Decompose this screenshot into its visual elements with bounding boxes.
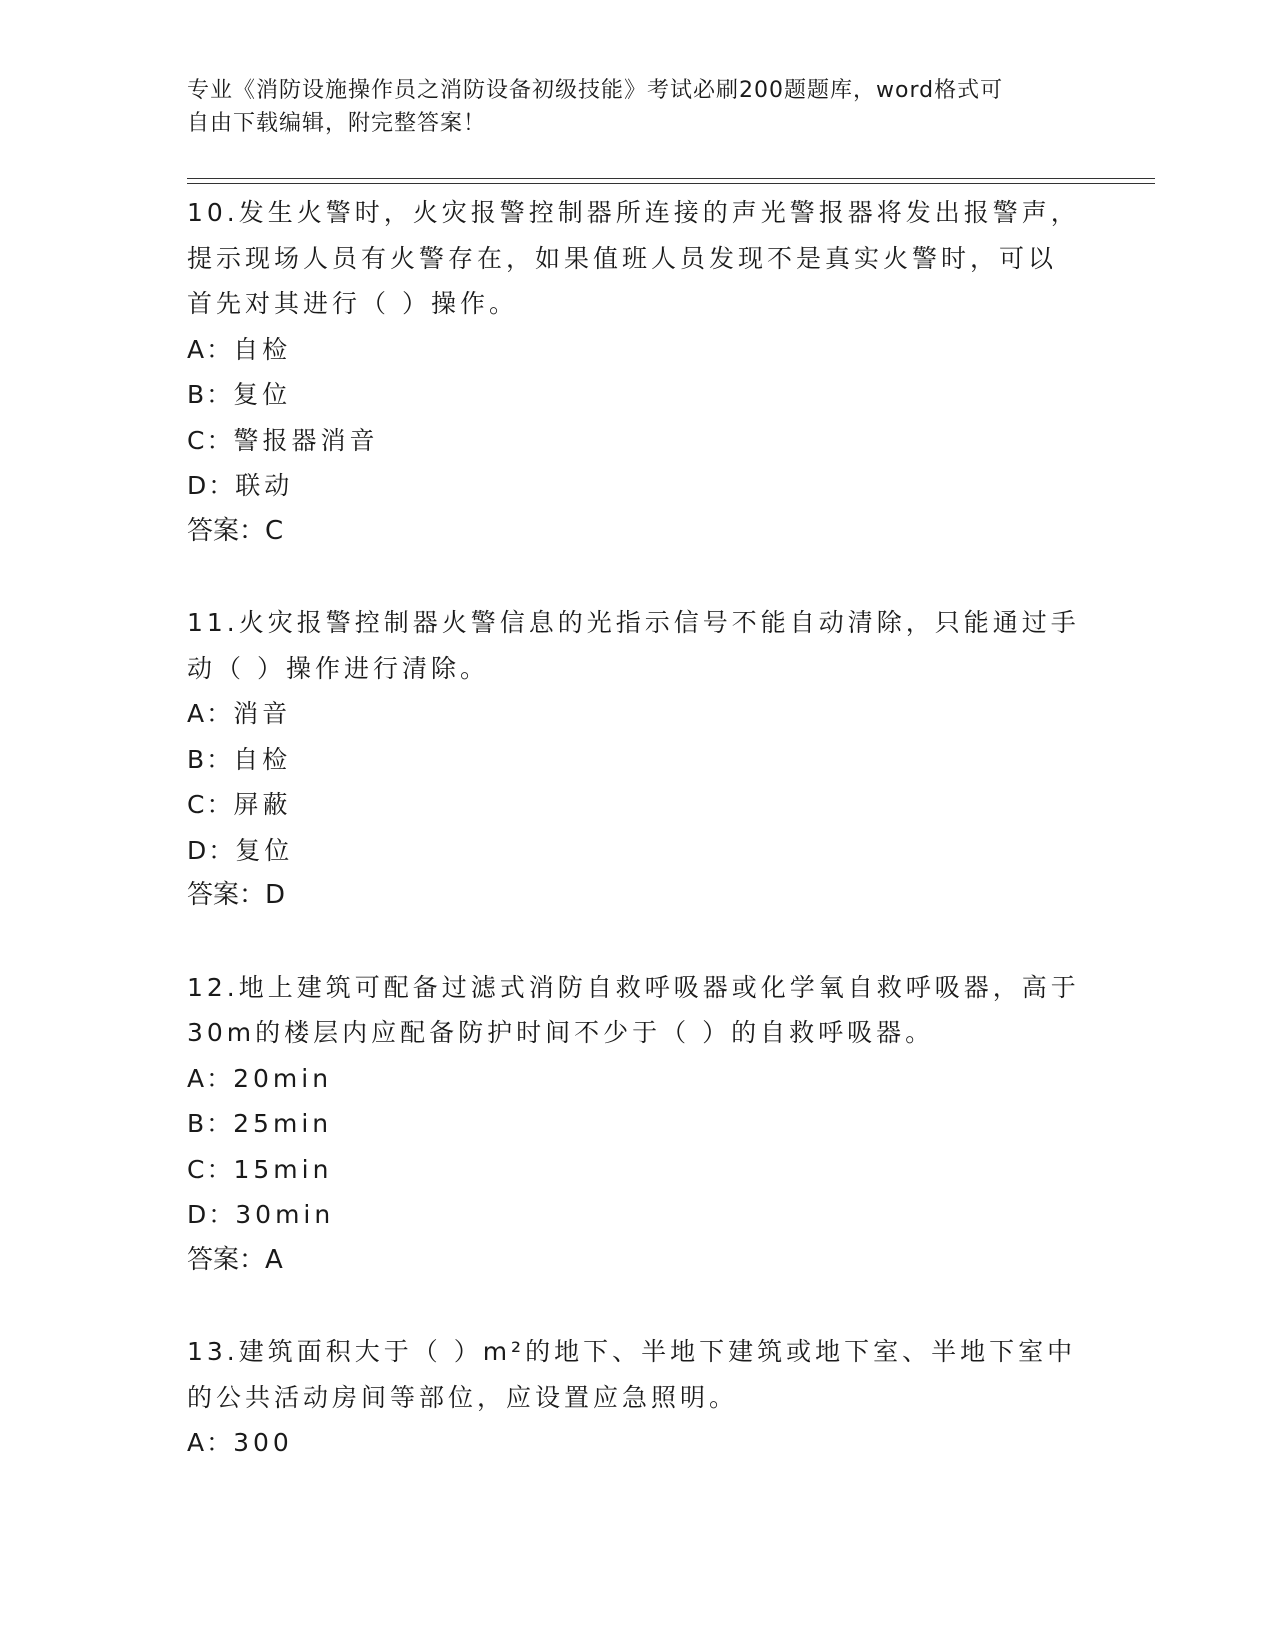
- option-key: D：: [187, 835, 236, 865]
- question-13: [187, 1329, 1087, 1466]
- option-d: [187, 828, 1087, 874]
- question-12: [187, 965, 1087, 1284]
- option-key: C：: [187, 1154, 234, 1184]
- option-text: 300: [233, 1428, 293, 1457]
- option-text: 消音: [233, 699, 292, 728]
- question-text-line: 30m的楼层内应配备防护时间不少于（ ）的自救呼吸器。: [187, 1018, 935, 1047]
- question-text-line: 10.发生火警时，火灾报警控制器所连接的声光警报器将发出报警声，: [187, 198, 1080, 227]
- option-key: A：: [187, 1428, 234, 1457]
- option-a: [187, 691, 1087, 737]
- option-text: 警报器消音: [233, 425, 379, 455]
- option-b: [187, 737, 1087, 783]
- option-text: 20min: [233, 1063, 333, 1093]
- option-key: B：: [187, 744, 234, 774]
- option-key: B：: [187, 1109, 234, 1138]
- option-key: A：: [187, 334, 234, 364]
- option-text: 复位: [233, 380, 292, 409]
- header-divider-bottom: [187, 183, 1155, 184]
- question-text-line: 首先对其进行（ ）操作。: [187, 289, 518, 318]
- spacer: [187, 1283, 1087, 1329]
- option-text: 联动: [235, 471, 294, 500]
- option-d: [187, 1192, 1087, 1238]
- answer-label: 答案：C: [187, 515, 284, 546]
- header-divider-top: [187, 178, 1155, 179]
- question-10: [187, 190, 1087, 554]
- option-b: [187, 372, 1087, 418]
- answer-label: 答案：D: [187, 880, 286, 910]
- option-b: [187, 1101, 1087, 1147]
- document-header: [187, 74, 1087, 140]
- option-key: C：: [187, 425, 234, 455]
- option-d: [187, 463, 1087, 509]
- question-text-line: 动（ ）操作进行清除。: [187, 653, 489, 683]
- option-key: D：: [187, 471, 236, 500]
- question-text-line: 11.火灾报警控制器火警信息的光指示信号不能自动清除，只能通过手: [187, 608, 1080, 637]
- question-text-line: 的公共活动房间等部位，应设置应急照明。: [187, 1382, 739, 1412]
- option-text: 屏蔽: [233, 790, 292, 819]
- question-11: [187, 600, 1087, 919]
- option-text: 30min: [235, 1200, 335, 1229]
- question-list: [187, 190, 1087, 1466]
- option-c: [187, 782, 1087, 828]
- header-line-2: 自由下载编辑，附完整答案！: [187, 111, 487, 136]
- question-text-line: 12.地上建筑可配备过滤式消防自救呼吸器或化学氧自救呼吸器，高于: [187, 972, 1080, 1002]
- answer-label: 答案：A: [187, 1244, 283, 1275]
- option-key: A：: [187, 1063, 234, 1093]
- option-text: 15min: [233, 1154, 333, 1184]
- option-c: [187, 418, 1087, 464]
- header-line-1: 专业《消防设施操作员之消防设备初级技能》考试必刷200题题库，word格式可: [187, 78, 1004, 103]
- option-key: B：: [187, 380, 234, 409]
- option-key: A：: [187, 699, 234, 728]
- option-a: [187, 1420, 1087, 1466]
- question-text-line: 提示现场人员有火警存在，如果值班人员发现不是真实火警时，可以: [187, 243, 1058, 273]
- option-a: [187, 1056, 1087, 1102]
- option-text: 25min: [233, 1109, 333, 1138]
- option-c: [187, 1147, 1087, 1193]
- option-key: D：: [187, 1200, 236, 1229]
- option-text: 复位: [235, 835, 294, 865]
- option-text: 自检: [233, 744, 292, 774]
- question-text-line: 13.建筑面积大于（ ）m²的地下、半地下建筑或地下室、半地下室中: [187, 1337, 1077, 1366]
- spacer: [187, 919, 1087, 965]
- option-a: [187, 327, 1087, 373]
- option-key: C：: [187, 790, 234, 819]
- option-text: 自检: [233, 334, 292, 364]
- spacer: [187, 554, 1087, 600]
